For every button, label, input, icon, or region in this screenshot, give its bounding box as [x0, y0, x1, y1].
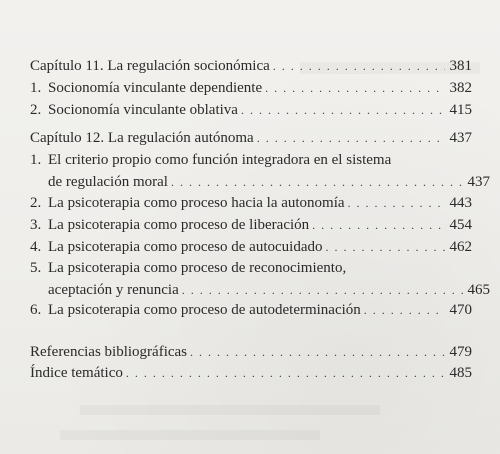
toc-page-number: 382: [449, 80, 472, 96]
toc-page-number: 415: [449, 102, 472, 118]
toc-section[interactable]: [30, 79, 472, 97]
bleed-through-shadow: [80, 405, 380, 415]
toc-section[interactable]: [30, 301, 472, 319]
toc-entry-title: La psicoterapia como proceso de autocuidado: [48, 239, 323, 255]
toc-section[interactable]: [30, 238, 472, 256]
toc-page-number: 465: [467, 282, 490, 298]
toc-chapter-12[interactable]: [30, 129, 472, 147]
toc-section[interactable]: [30, 216, 472, 234]
toc-section[interactable]: [30, 101, 472, 119]
dot-leader: [182, 281, 463, 299]
section-number: 3.: [30, 217, 42, 233]
toc-section[interactable]: [30, 151, 490, 191]
dot-leader: [325, 238, 445, 256]
dot-leader: [265, 79, 445, 97]
toc-index[interactable]: [30, 364, 472, 382]
toc-page-number: 437: [449, 130, 472, 146]
toc-references[interactable]: [30, 343, 472, 361]
dot-leader: [126, 364, 445, 382]
toc-entry-title-line1: El criterio propio como función integradora en el sistema: [48, 152, 392, 168]
toc-page-number: 443: [449, 195, 472, 211]
toc-page-number: 454: [449, 217, 472, 233]
toc-entry-title: Capítulo 12. La regulación autónoma: [30, 130, 254, 146]
toc-entry-title: Socionomía vinculante dependiente: [48, 80, 263, 96]
dot-leader: [171, 173, 463, 191]
toc-entry-title: La psicoterapia como proceso de autodeterminación: [48, 302, 361, 318]
toc-entry-title-line2: de regulación moral: [48, 174, 168, 190]
bleed-through-shadow: [60, 430, 320, 440]
section-number: 6.: [30, 302, 42, 318]
section-number: 1.: [30, 152, 42, 168]
dot-leader: [364, 301, 445, 319]
toc-page-number: 485: [449, 365, 472, 381]
toc-entry-title: Referencias bibliográficas: [30, 344, 188, 360]
toc-entry-title: La psicoterapia como proceso hacia la autonomía: [48, 195, 345, 211]
toc-page-number: 470: [449, 302, 472, 318]
dot-leader: [190, 343, 445, 361]
toc-page-number: 437: [467, 174, 490, 190]
toc-section[interactable]: [30, 194, 472, 212]
dot-leader: [273, 57, 445, 75]
section-number: 4.: [30, 239, 42, 255]
dot-leader: [348, 194, 445, 212]
section-number: 5.: [30, 260, 42, 276]
toc-entry-title-line1: La psicoterapia como proceso de reconocimiento,: [48, 260, 347, 276]
section-number: 2.: [30, 195, 42, 211]
section-number: 1.: [30, 80, 42, 96]
toc-entry-title: Índice temático: [30, 365, 123, 381]
dot-leader: [312, 216, 445, 234]
toc-chapter-11[interactable]: [30, 57, 472, 75]
dot-leader: [241, 101, 445, 119]
toc-section[interactable]: [30, 259, 490, 299]
toc-entry-title: Socionomía vinculante oblativa: [48, 102, 238, 118]
toc-page-number: 462: [449, 239, 472, 255]
section-number: 2.: [30, 102, 42, 118]
dot-leader: [257, 129, 445, 147]
toc-entry-title: Capítulo 11. La regulación socionómica: [30, 58, 270, 74]
toc-page-number: 479: [449, 344, 472, 360]
toc-entry-title-line2: aceptación y renuncia: [48, 282, 179, 298]
toc-page-number: 381: [449, 58, 472, 74]
toc-entry-title: La psicoterapia como proceso de liberación: [48, 217, 310, 233]
